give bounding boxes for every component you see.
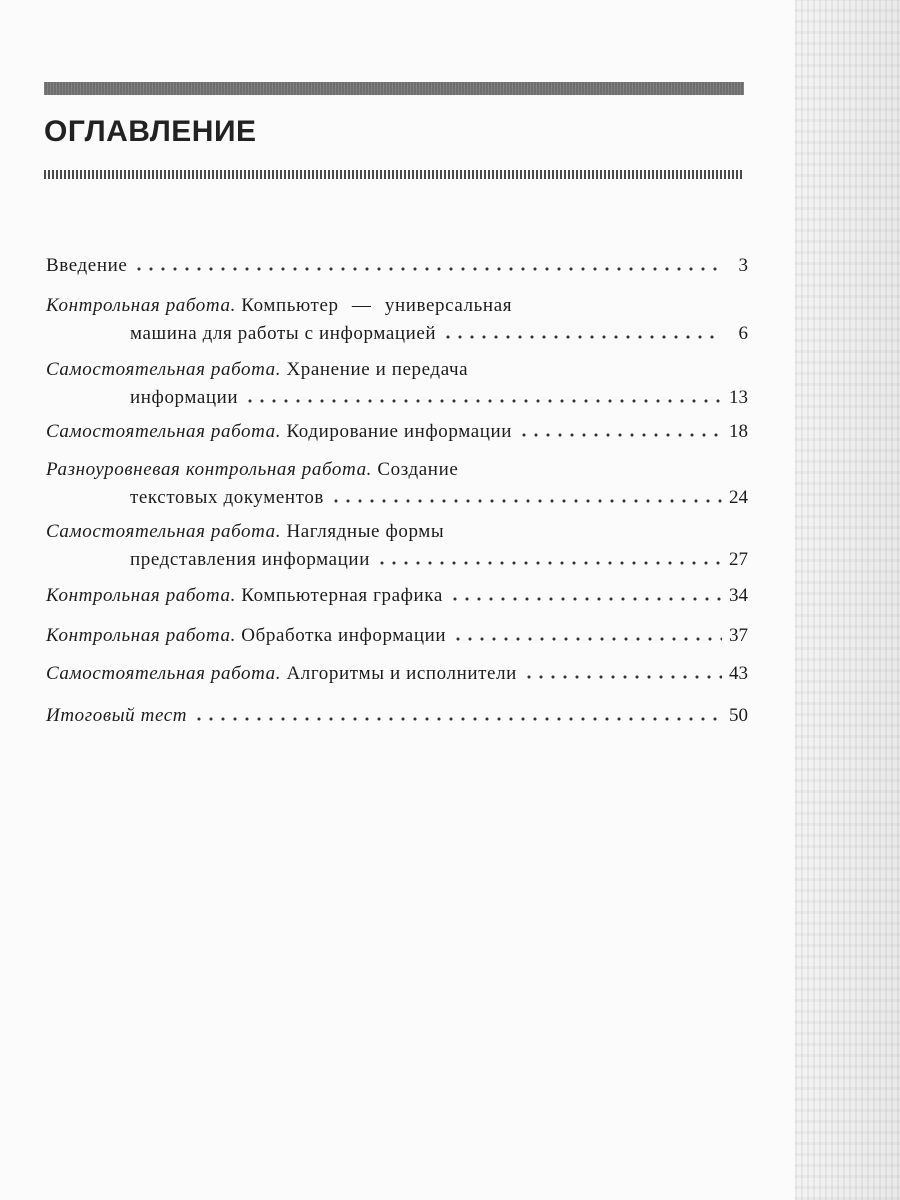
entry-title-continued: машина для работы с информацией xyxy=(130,323,437,344)
entry-title-continued: информации xyxy=(130,387,239,408)
entry-title: Кодирование информации xyxy=(286,421,513,442)
toc-entry[interactable] xyxy=(46,622,748,650)
top-rule xyxy=(44,82,744,95)
entry-title: Компьютерная графика xyxy=(241,585,443,606)
separator-rule xyxy=(44,170,744,179)
toc-entry[interactable] xyxy=(46,292,748,348)
entry-type: Самостоятельная работа. xyxy=(46,663,282,684)
entry-page: 34 xyxy=(729,585,748,606)
entry-page: 18 xyxy=(729,421,748,442)
entry-type: Контрольная работа. xyxy=(46,585,236,606)
leader-dots xyxy=(244,398,722,404)
entry-title-continued: текстовых документов xyxy=(130,487,324,508)
leader-dots xyxy=(133,266,722,272)
page-edge-texture xyxy=(795,0,900,1200)
leader-dots xyxy=(518,432,722,438)
entry-title: Обработка информации xyxy=(241,625,447,646)
entry-title: Наглядные формы xyxy=(286,521,445,542)
entry-type: Контрольная работа. xyxy=(46,295,236,316)
entry-page: 50 xyxy=(729,705,748,726)
toc-entry[interactable] xyxy=(46,582,748,610)
entry-page: 37 xyxy=(729,625,748,646)
entry-title-continued: представления информации xyxy=(130,549,370,570)
toc-entry[interactable] xyxy=(46,252,748,280)
toc-entry[interactable] xyxy=(46,660,748,688)
leader-dots xyxy=(330,498,722,504)
entry-title: Алгоритмы и исполнители xyxy=(286,663,517,684)
entry-page: 3 xyxy=(738,255,748,276)
entry-page: 6 xyxy=(738,323,748,344)
toc-entry[interactable] xyxy=(46,518,748,574)
entry-page: 43 xyxy=(729,663,748,684)
toc-entry[interactable] xyxy=(46,456,748,512)
leader-dots xyxy=(449,596,722,602)
entry-title: Хранение и передача xyxy=(286,359,469,380)
toc-entry[interactable] xyxy=(46,418,748,446)
leader-dots xyxy=(523,674,722,680)
entry-page: 13 xyxy=(729,387,748,408)
entry-type: Самостоятельная работа. xyxy=(46,521,282,542)
toc-entry[interactable] xyxy=(46,702,748,730)
entry-title: Создание xyxy=(377,459,459,480)
entry-type: Контрольная работа. xyxy=(46,625,236,646)
leader-dots xyxy=(376,560,722,566)
entry-type: Итоговый тест xyxy=(46,705,188,726)
entry-title: Компьютер — универсальная xyxy=(241,295,513,316)
leader-dots xyxy=(452,636,722,642)
entry-page: 27 xyxy=(729,549,748,570)
toc-entry[interactable] xyxy=(46,356,748,412)
entry-type: Разноуровневая контрольная работа. xyxy=(46,459,373,480)
entry-page: 24 xyxy=(729,487,748,508)
leader-dots xyxy=(193,716,722,722)
page-title: ОГЛАВЛЕНИЕ xyxy=(44,115,257,148)
entry-type: Самостоятельная работа. xyxy=(46,359,282,380)
leader-dots xyxy=(442,334,722,340)
entry-type: Самостоятельная работа. xyxy=(46,421,282,442)
entry-title: Введение xyxy=(46,255,128,276)
